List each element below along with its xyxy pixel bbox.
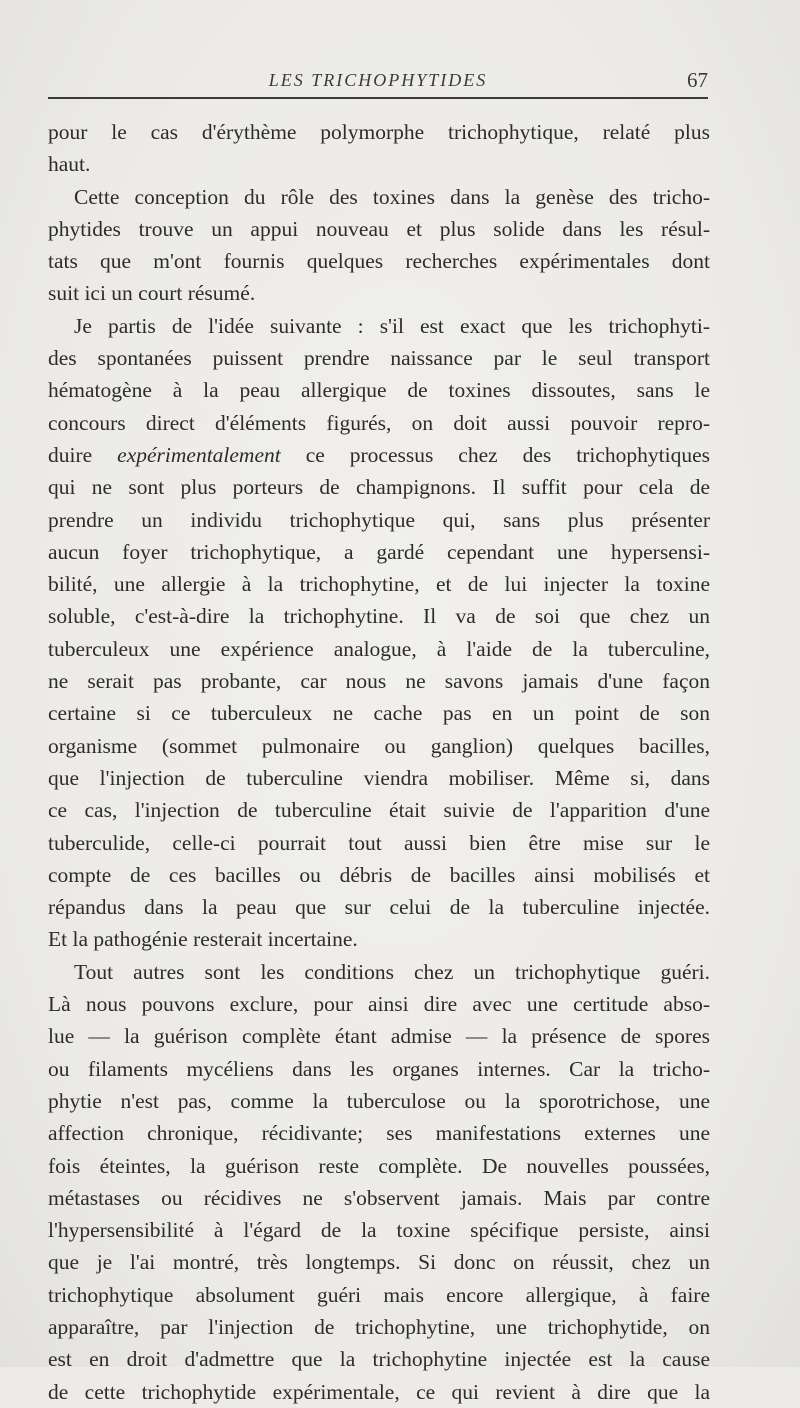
text-line: haut. xyxy=(48,152,91,177)
header-rule xyxy=(48,97,708,99)
text-line: Là nous pouvons exclure, pour ainsi dire avec une certitude abso- xyxy=(48,992,710,1017)
page-header xyxy=(48,70,708,96)
text-line: tuberculeux une expérience analogue, à l'aide de la tuberculine, xyxy=(48,636,710,661)
text-line: Tout autres sont les conditions chez un trichophytique guéri. xyxy=(74,959,710,984)
text-line: tuberculide, celle-ci pourrait tout aussi bien être mise sur le xyxy=(48,830,710,855)
text-line: soluble, c'est-à-dire la trichophytine. Il va de soi que chez un xyxy=(48,604,710,629)
text-line: suit ici un court résumé. xyxy=(48,281,256,306)
running-title: LES TRICHOPHYTIDES xyxy=(268,70,488,90)
text-line: compte de ces bacilles ou débris de bacilles ainsi mobilisés et xyxy=(48,862,710,887)
text-line xyxy=(48,439,710,471)
text-line: fois éteintes, la guérison reste complète. De nouvelles poussées, xyxy=(48,1153,710,1178)
text-line: tats que m'ont fournis quelques recherches expérimentales dont xyxy=(48,249,710,274)
text-line: que l'injection de tuberculine viendra mobiliser. Même si, dans xyxy=(48,765,710,790)
text-segment: ce processus chez des trichophytiques xyxy=(305,442,711,467)
text-line: de cette trichophytide expérimentale, ce qui revient à dire que la xyxy=(48,1379,710,1404)
text-line: phytides trouve un appui nouveau et plus solide dans les résul- xyxy=(48,216,710,241)
text-line: bilité, une allergie à la trichophytine, et de lui injecter la toxine xyxy=(48,572,710,597)
text-line: Je partis de l'idée suivante : s'il est exact que les trichophyti- xyxy=(74,313,710,338)
text-line: apparaître, par l'injection de trichophytine, une trichophytide, on xyxy=(48,1314,710,1339)
text-line: Et la pathogénie resterait incertaine. xyxy=(48,927,358,952)
page-number: 67 xyxy=(687,68,708,92)
text-line: métastases ou récidives ne s'observent jamais. Mais par contre xyxy=(48,1185,710,1210)
text-line: concours direct d'éléments figurés, on doit aussi pouvoir repro- xyxy=(48,410,710,435)
text-line: qui ne sont plus porteurs de champignons. Il suffit pour cela de xyxy=(48,475,710,500)
text-line: ne serait pas probante, car nous ne savons jamais d'une façon xyxy=(48,669,710,694)
text-line: pour le cas d'érythème polymorphe trichophytique, relaté plus xyxy=(48,120,710,144)
text-line: certaine si ce tuberculeux ne cache pas en un point de son xyxy=(48,701,710,726)
text-line: est en droit d'admettre que la trichophytine injectée est la cause xyxy=(48,1347,710,1372)
text-line: l'hypersensibilité à l'égard de la toxine spécifique persiste, ainsi xyxy=(48,1218,710,1243)
body-text xyxy=(48,116,710,1408)
text-line: organisme (sommet pulmonaire ou ganglion) quelques bacilles, xyxy=(48,733,710,758)
italic-word: expérimentalement xyxy=(117,442,281,467)
text-line: prendre un individu trichophytique qui, sans plus présenter xyxy=(48,507,710,532)
text-line: phytie n'est pas, comme la tuberculose ou la sporotrichose, une xyxy=(48,1088,710,1113)
text-line: des spontanées puissent prendre naissance par le seul transport xyxy=(48,346,710,371)
text-line: trichophytique absolument guéri mais encore allergique, à faire xyxy=(48,1282,710,1307)
text-line: Cette conception du rôle des toxines dans la genèse des tricho- xyxy=(74,184,710,209)
text-line: répandus dans la peau que sur celui de la tuberculine injectée. xyxy=(48,895,710,920)
text-line: que je l'ai montré, très longtemps. Si donc on réussit, chez un xyxy=(48,1250,710,1275)
text-line: affection chronique, récidivante; ses manifestations externes une xyxy=(48,1121,710,1146)
text-line: aucun foyer trichophytique, a gardé cependant une hypersensi- xyxy=(48,539,710,564)
text-line: ce cas, l'injection de tuberculine était suivie de l'apparition d'une xyxy=(48,798,710,823)
text-line: lue — la guérison complète étant admise — la présence de spores xyxy=(48,1024,710,1049)
text-line: hématogène à la peau allergique de toxines dissoutes, sans le xyxy=(48,378,710,403)
text-segment: duire xyxy=(48,442,93,467)
text-line: ou filaments mycéliens dans les organes internes. Car la tricho- xyxy=(48,1056,710,1081)
